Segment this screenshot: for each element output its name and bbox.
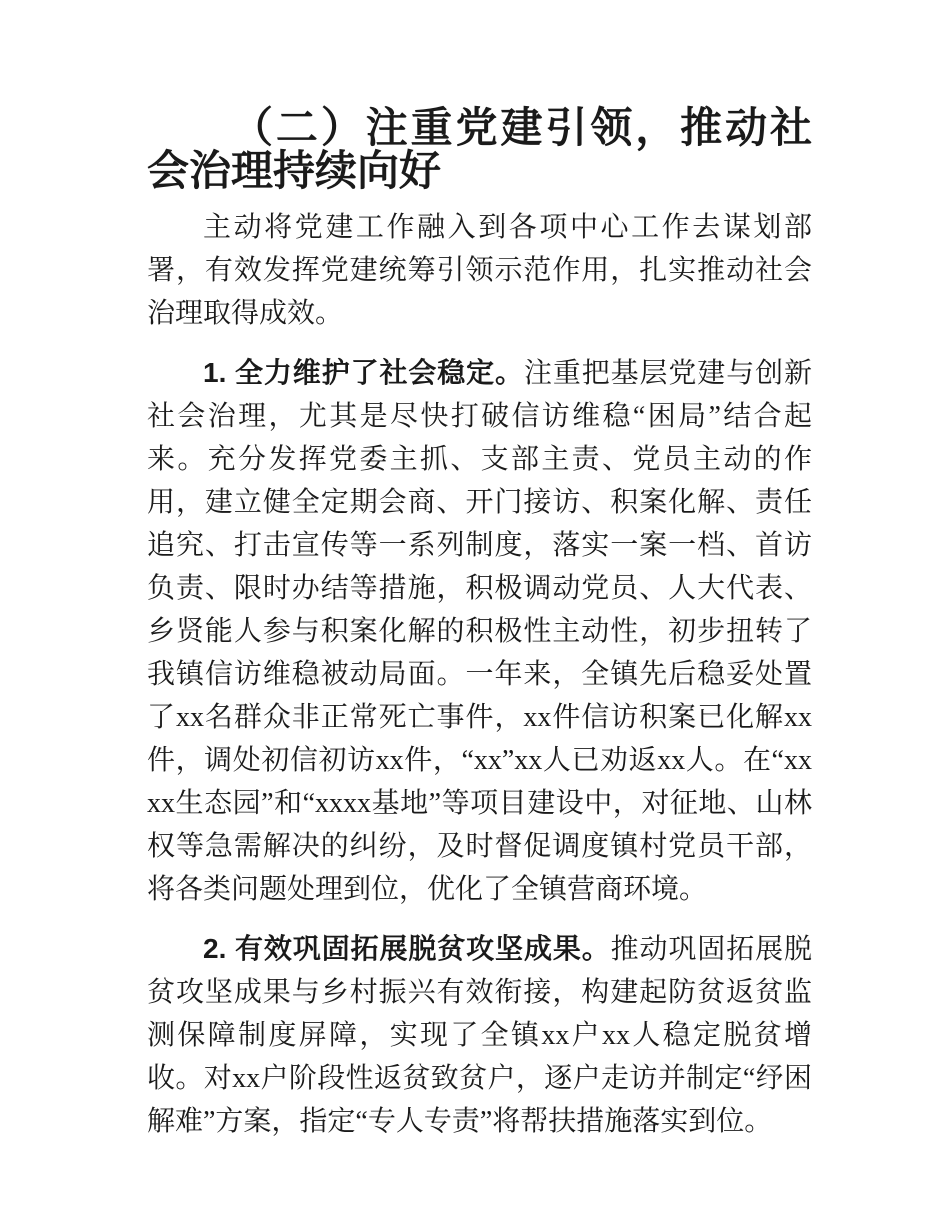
paragraph-item-1 — [147, 351, 812, 911]
paragraph-intro — [147, 206, 812, 335]
paragraph-lead: 2. 有效巩固拓展脱贫攻坚成果。 — [203, 933, 611, 964]
paragraph-lead: 1. 全力维护了社会稳定。 — [203, 357, 524, 388]
paragraph-body: 主动将党建工作融入到各项中心工作去谋划部署，有效发挥党建统筹引领示范作用，扎实推动社会治理取得成效。 — [147, 212, 812, 329]
paragraph-body: 注重把基层党建与创新社会治理，尤其是尽快打破信访维稳“困局”结合起来。充分发挥党委主抓、支部主责、党员主动的作用，建立健全定期会商、开门接访、积案化解、责任追究、打击宣传等一系列制度，落实一案一档、首访负责、限时办结等措施，积极调动党员、人大代表、乡贤能人参与积案化解的积极性主动性，初步扭转了我镇信访维稳被动局面。一年来，全镇先后稳妥处置了xx名群众非正常死亡事件，xx件信访积案已化解xx件，调处初信初访xx件，“xx”xx人已劝返xx人。在“xxxx生态园”和“xxxx基地”等项目建设中，对征地、山林权等急需解决的纠纷，及时督促调度镇村党员干部，将各类问题处理到位，优化了全镇营商环境。 — [147, 358, 812, 905]
paragraph-body: 推动巩固拓展脱贫攻坚成果与乡村振兴有效衔接，构建起防贫返贫监测保障制度屏障，实现了全镇xx户xx人稳定脱贫增收。对xx户阶段性返贫致贫户，逐户走访并制定“纾困解难”方案，指定“专人专责”将帮扶措施落实到位。 — [147, 934, 812, 1137]
paragraph-item-2 — [147, 927, 812, 1143]
section-heading: （二）注重党建引领，推动社会治理持续向好 — [147, 104, 812, 194]
